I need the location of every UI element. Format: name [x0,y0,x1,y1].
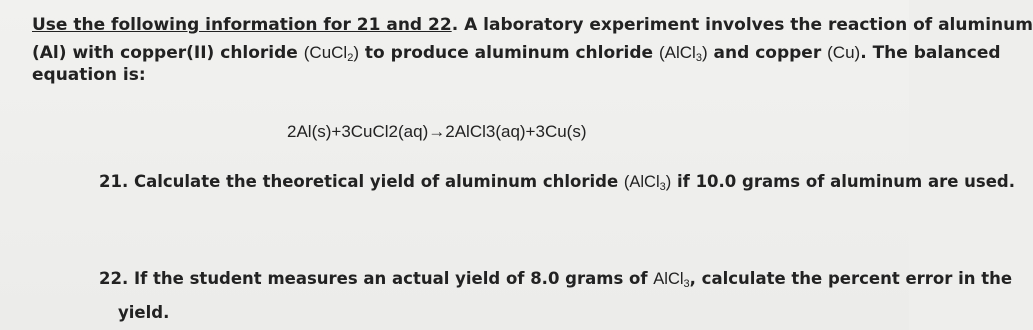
intro-instruction: Use the following information for 21 and 22 [32,15,452,35]
alcl3-formula [659,43,708,62]
q22-text-b: , calculate the percent error in the [689,269,1013,288]
q22-alcl3-formula [653,270,689,288]
balanced-equation: 2Al(s)+3CuCl2(aq)→2AlCl3(aq)+3Cu(s) [287,122,587,141]
intro-line-1-rest: . A laboratory experiment involves the reaction of aluminum [451,15,1033,35]
q21-alcl3-subscript: 3 [659,181,666,193]
intro-line-3: equation is: [32,65,146,85]
q21-alcl3-close: ) [665,173,672,191]
cucl2-base: (CuCl [303,43,348,62]
question-22-line-1 [99,268,1012,290]
q21-alcl3-base: (AlCl [623,173,660,191]
cucl2-subscript: 2 [347,52,354,64]
q21-text-b: if 10.0 grams of aluminum are used. [671,172,1015,191]
cucl2-formula [304,43,359,62]
cucl2-close: ) [353,43,360,62]
q22-alcl3-subscript: 3 [683,278,690,290]
cu-formula: (Cu) [827,43,861,62]
intro-line-2 [32,42,1001,64]
alcl3-subscript: 3 [695,52,702,64]
question-22-line-2: yield. [118,303,170,322]
q22-text-a: 22. If the student measures an actual yield of 8.0 grams of [99,269,654,288]
intro-line-1 [32,14,1033,36]
q21-alcl3-formula [624,173,671,191]
intro-text-d: . The balanced [860,43,1001,63]
intro-text-a: (Al) with copper(II) chloride [32,43,304,63]
q21-text-a: 21. Calculate the theoretical yield of aluminum chloride [99,172,624,191]
intro-text-c: and copper [707,43,828,63]
intro-text-b: to produce aluminum chloride [359,43,659,63]
question-21 [99,171,1015,193]
alcl3-close: ) [701,43,708,62]
alcl3-base: (AlCl [658,43,696,62]
q22-alcl3-base: AlCl [653,270,684,288]
